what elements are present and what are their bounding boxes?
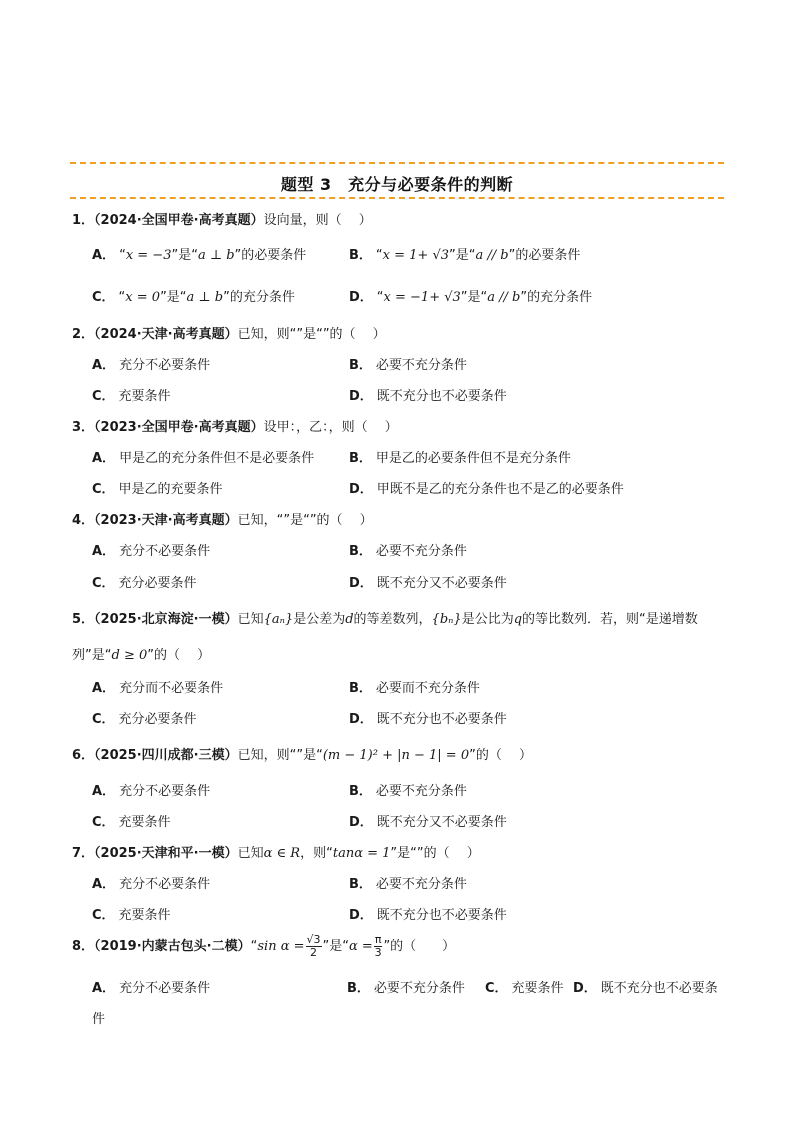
q4-option-d[interactable]: D． 既不充分又不必要条件 xyxy=(349,576,507,591)
q1-option-a[interactable]: A． “x = −3”是“a ⊥ b”的必要条件 xyxy=(92,248,307,263)
q5-option-c[interactable]: C． 充分必要条件 xyxy=(92,712,197,727)
q4-option-b[interactable]: B． 必要不充分条件 xyxy=(349,544,467,559)
q7-option-b[interactable]: B． 必要不充分条件 xyxy=(349,877,467,892)
q6-option-d[interactable]: D． 既不充分又不必要条件 xyxy=(349,815,507,830)
q8-option-b[interactable]: B． 必要不充分条件 xyxy=(347,981,465,996)
fraction-sqrt3-over-2: $\frac{√3}{2}$ xyxy=(306,933,321,959)
q2-option-a[interactable]: A． 充分不必要条件 xyxy=(92,358,211,373)
top-dashed-rule xyxy=(70,162,724,164)
q5-option-a[interactable]: A． 充分而不必要条件 xyxy=(92,681,224,696)
q4-option-c[interactable]: C． 充分必要条件 xyxy=(92,576,197,591)
question-1: 1．（2024·全国甲卷·高考真题）设向量，则（ ） xyxy=(72,213,372,228)
q2-option-b[interactable]: B． 必要不充分条件 xyxy=(349,358,467,373)
q8-option-d-wrap: 件 xyxy=(92,1012,106,1027)
q1-option-d[interactable]: D． “x = −1+ √3”是“a // b”的充分条件 xyxy=(349,290,593,305)
question-4: 4．（2023·天津·高考真题）已知，“”是“”的（ ） xyxy=(72,513,373,528)
q1-option-c[interactable]: C． “x = 0”是“a ⊥ b”的充分条件 xyxy=(92,290,295,305)
question-3: 3．（2023·全国甲卷·高考真题）设甲：，乙：，则（ ） xyxy=(72,420,398,435)
question-7: 7．（2025·天津和平·一模）已知α ∈ R，则“tanα = 1”是“”的（ ） xyxy=(72,846,480,861)
q3-option-b[interactable]: B． 甲是乙的必要条件但不是充分条件 xyxy=(349,451,571,466)
q3-option-a[interactable]: A． 甲是乙的充分条件但不是必要条件 xyxy=(92,451,315,466)
q8-option-a[interactable]: A． 充分不必要条件 xyxy=(92,981,211,996)
q7-option-c[interactable]: C． 充要条件 xyxy=(92,908,171,923)
q3-option-c[interactable]: C． 甲是乙的充要条件 xyxy=(92,482,223,497)
bottom-dashed-rule xyxy=(70,197,724,199)
question-6: 6．（2025·四川成都·三模）已知，则“”是“(m − 1)² + |n − 1| = 0”的（ ） xyxy=(72,748,532,763)
fraction-pi-over-3: $\frac{\pi}{3}$ xyxy=(374,933,382,959)
q7-option-a[interactable]: A． 充分不必要条件 xyxy=(92,877,211,892)
q5-option-d[interactable]: D． 既不充分也不必要条件 xyxy=(349,712,507,727)
section-title: 题型 3 充分与必要条件的判断 xyxy=(280,175,514,194)
q5-option-b[interactable]: B． 必要而不充分条件 xyxy=(349,681,480,696)
q8-option-c[interactable]: C． 充要条件 xyxy=(485,981,564,996)
question-2: 2．（2024·天津·高考真题）已知，则“”是“”的（ ） xyxy=(72,327,386,342)
q4-option-a[interactable]: A． 充分不必要条件 xyxy=(92,544,211,559)
q3-option-d[interactable]: D． 甲既不是乙的充分条件也不是乙的必要条件 xyxy=(349,482,624,497)
question-5: 5．（2025·北京海淀·一模）已知{aₙ}是公差为d的等差数列，{bₙ}是公比为q的等比数列．若，则“是递增数 xyxy=(72,612,698,627)
q6-option-c[interactable]: C． 充要条件 xyxy=(92,815,171,830)
question-5-line-2: 列”是“d ≥ 0”的（ ） xyxy=(72,648,211,663)
question-8: 8．（2019·内蒙古包头·二模）“sin α = $\frac{√3}{2}$ ”是“α = $\frac{\pi}{3}$ ”的（ ） xyxy=(72,933,456,959)
q1-option-b[interactable]: B． “x = 1+ √3”是“a // b”的必要条件 xyxy=(349,248,581,263)
q2-option-c[interactable]: C． 充要条件 xyxy=(92,389,171,404)
q6-option-b[interactable]: B． 必要不充分条件 xyxy=(349,784,467,799)
q7-option-d[interactable]: D． 既不充分也不必要条件 xyxy=(349,908,507,923)
q8-option-d[interactable]: D． 既不充分也不必要条 xyxy=(573,981,718,996)
q6-option-a[interactable]: A． 充分不必要条件 xyxy=(92,784,211,799)
q2-option-d[interactable]: D． 既不充分也不必要条件 xyxy=(349,389,507,404)
